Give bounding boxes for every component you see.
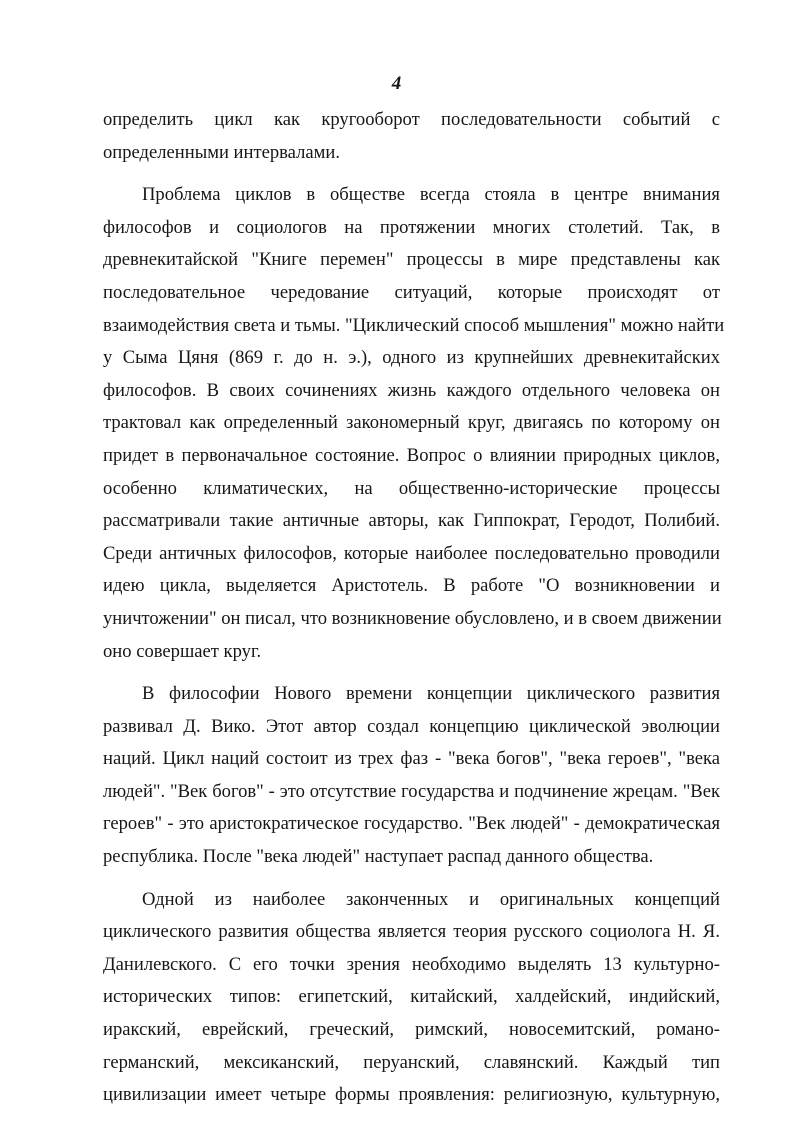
page-number: 4 bbox=[391, 73, 402, 94]
text-line: Проблема циклов в обществе всегда стояла в центре внимания bbox=[142, 184, 720, 206]
text-line: людей". "Век богов" - это отсутствие государства и подчинение жрецам. "Век bbox=[103, 780, 720, 802]
paragraph bbox=[103, 884, 720, 1112]
text-line: особенно климатических, на общественно-исторические процессы bbox=[103, 477, 720, 499]
text-line: определенными интервалами. bbox=[103, 141, 340, 163]
paragraph bbox=[103, 104, 720, 169]
text-line: трактовал как определенный закономерный круг, двигаясь по которому он bbox=[103, 412, 720, 434]
text-line: определить цикл как кругооборот последовательности событий с bbox=[103, 109, 720, 130]
text-line: идею цикла, выделяется Аристотель. В работе "О возникновении и bbox=[103, 575, 720, 597]
text-line: иракский, еврейский, греческий, римский, новосемитский, романо- bbox=[103, 1019, 720, 1041]
paragraph-gap bbox=[103, 169, 720, 179]
text-line: республика. После "века людей" наступает распад данного общества. bbox=[103, 846, 654, 868]
text-line: придет в первоначальное состояние. Вопрос о влиянии природных циклов, bbox=[103, 444, 720, 466]
paragraph bbox=[103, 179, 725, 668]
paragraph-gap bbox=[103, 668, 720, 678]
text-line: цивилизации имеет четыре формы проявления: религиозную, культурную, bbox=[103, 1084, 720, 1106]
document-body bbox=[103, 104, 725, 1112]
paragraph bbox=[103, 678, 720, 874]
text-line: циклического развития общества является теория русского социолога Н. Я. bbox=[103, 921, 720, 943]
text-line: древнекитайской "Книге перемен" процессы в мире представлены как bbox=[103, 249, 720, 271]
text-line: наций. Цикл наций состоит из трех фаз - "века богов", "века героев", "века bbox=[103, 748, 720, 770]
text-line: философов и социологов на протяжении многих столетий. Так, в bbox=[103, 216, 720, 238]
text-line: оно совершает круг. bbox=[103, 640, 262, 662]
text-line: у Сыма Цяня (869 г. до н. э.), одного из крупнейших древнекитайских bbox=[103, 347, 720, 369]
text-line: Среди античных философов, которые наиболее последовательно проводили bbox=[103, 542, 720, 564]
text-line: развивал Д. Вико. Этот автор создал концепцию циклической эволюции bbox=[103, 715, 720, 737]
text-line: философов. В своих сочинениях жизнь каждого отдельного человека он bbox=[103, 379, 720, 401]
text-line: Данилевского. С его точки зрения необходимо выделять 13 культурно- bbox=[103, 953, 720, 975]
text-line: последовательное чередование ситуаций, которые происходят от bbox=[103, 281, 720, 303]
text-line: взаимодействия света и тьмы. "Циклический способ мышления" можно найти bbox=[103, 314, 725, 336]
text-line: германский, мексиканский, перуанский, славянский. Каждый тип bbox=[103, 1051, 720, 1073]
text-line: Одной из наиболее законченных и оригинальных концепций bbox=[142, 888, 720, 910]
text-line: героев" - это аристократическое государство. "Век людей" - демократическая bbox=[103, 813, 720, 835]
paragraph-gap bbox=[103, 874, 720, 884]
text-line: В философии Нового времени концепции циклического развития bbox=[142, 683, 720, 705]
text-line: исторических типов: египетский, китайский, халдейский, индийский, bbox=[103, 986, 720, 1008]
text-line: уничтожении" он писал, что возникновение обусловлено, и в своем движении bbox=[103, 607, 722, 629]
text-line: рассматривали такие античные авторы, как Гиппократ, Геродот, Полибий. bbox=[103, 510, 720, 532]
